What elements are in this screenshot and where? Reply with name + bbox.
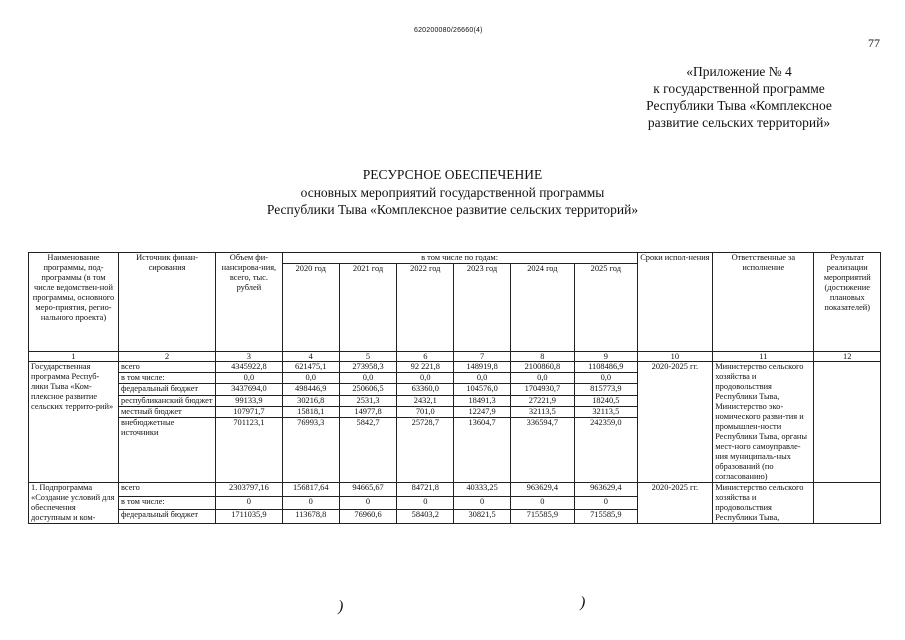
header-name: Наименование программы, под-программы (в том числе ведомствен-ной программы, основного меро-приятия, регио-нального проекта) <box>29 253 119 352</box>
value-cell: 0,0 <box>510 373 574 384</box>
column-number: 2 <box>119 352 216 362</box>
value-cell: 0 <box>397 496 454 510</box>
column-number: 8 <box>510 352 574 362</box>
column-number: 11 <box>713 352 814 362</box>
responsible-cell: Министерство сельского хозяйства и продовольствия Республики Тыва, <box>713 483 814 524</box>
value-cell: 32113,5 <box>575 406 637 417</box>
value-cell: 30821,5 <box>454 510 510 524</box>
appendix-heading <box>609 63 869 131</box>
value-cell: 30216,8 <box>282 395 339 406</box>
value-cell: 0 <box>216 496 282 510</box>
value-cell: 14977,8 <box>339 406 396 417</box>
value-cell: 4345922,8 <box>216 362 282 373</box>
table-row <box>29 483 881 497</box>
column-number: 10 <box>637 352 713 362</box>
value-cell: 18491,3 <box>454 395 510 406</box>
value-cell: 84721,8 <box>397 483 454 497</box>
value-cell: 815773,9 <box>575 384 637 395</box>
column-number: 9 <box>575 352 637 362</box>
value-cell: 15818,1 <box>282 406 339 417</box>
result-cell <box>814 362 881 483</box>
title-line-2: основных мероприятий государственной программы <box>300 184 605 200</box>
header-source: Источник финан-сирования <box>119 253 216 352</box>
header-years-group: в том числе по годам: <box>282 253 637 264</box>
column-number: 6 <box>397 352 454 362</box>
column-number: 12 <box>814 352 881 362</box>
value-cell: 0,0 <box>575 373 637 384</box>
source-cell: федеральный бюджет <box>119 510 216 524</box>
value-cell: 2432,1 <box>397 395 454 406</box>
value-cell: 273958,3 <box>339 362 396 373</box>
header-result: Результат реализации мероприятий (достижение плановых показателей) <box>814 253 881 352</box>
header-year: 2023 год <box>454 264 510 352</box>
value-cell: 94665,67 <box>339 483 396 497</box>
terms-cell: 2020-2025 гг. <box>637 483 713 524</box>
value-cell: 148919,8 <box>454 362 510 373</box>
program-name-cell: Государственная программа Респуб-лики Тыва «Ком-плексное развитие сельских террито-рий» <box>29 362 119 483</box>
value-cell: 621475,1 <box>282 362 339 373</box>
header-terms: Сроки испол-нения <box>637 253 713 352</box>
header-responsible: Ответственные за исполнение <box>713 253 814 352</box>
value-cell: 963629,4 <box>510 483 574 497</box>
column-number: 5 <box>339 352 396 362</box>
value-cell: 76960,6 <box>339 510 396 524</box>
table-row <box>29 362 881 373</box>
document-title <box>0 166 905 219</box>
value-cell: 76993,3 <box>282 418 339 483</box>
page-number: 77 <box>868 36 880 50</box>
header-year: 2021 год <box>339 264 396 352</box>
title-line-3: Республики Тыва «Комплексное развитие сельских территорий» <box>266 202 639 217</box>
value-cell: 63360,0 <box>397 384 454 395</box>
value-cell: 336594,7 <box>510 418 574 483</box>
source-cell: федеральный бюджет <box>119 384 216 395</box>
value-cell: 1108486,9 <box>575 362 637 373</box>
value-cell: 963629,4 <box>575 483 637 497</box>
column-number: 4 <box>282 352 339 362</box>
value-cell: 0 <box>454 496 510 510</box>
value-cell: 701123,1 <box>216 418 282 483</box>
value-cell: 242359,0 <box>575 418 637 483</box>
result-cell <box>814 483 881 524</box>
value-cell: 0,0 <box>339 373 396 384</box>
value-cell: 0 <box>510 496 574 510</box>
resource-table <box>28 252 881 524</box>
value-cell: 113678,8 <box>282 510 339 524</box>
source-cell: местный бюджет <box>119 406 216 417</box>
value-cell: 2100860,8 <box>510 362 574 373</box>
column-number: 3 <box>216 352 282 362</box>
source-cell: в том числе: <box>119 373 216 384</box>
header-year: 2024 год <box>510 264 574 352</box>
document-id: 620200080/26660(4) <box>414 27 483 34</box>
value-cell: 18240,5 <box>575 395 637 406</box>
value-cell: 104576,0 <box>454 384 510 395</box>
appendix-line: развитие сельских территорий» <box>647 115 831 130</box>
value-cell: 2303797,16 <box>216 483 282 497</box>
value-cell: 0,0 <box>282 373 339 384</box>
value-cell: 701,0 <box>397 406 454 417</box>
value-cell: 32113,5 <box>510 406 574 417</box>
title-line-1: РЕСУРСНОЕ ОБЕСПЕЧЕНИЕ <box>362 167 543 182</box>
value-cell: 1704930,7 <box>510 384 574 395</box>
appendix-line: к государственной программе <box>653 81 825 96</box>
value-cell: 58403,2 <box>397 510 454 524</box>
value-cell: 156817,64 <box>282 483 339 497</box>
value-cell: 715585,9 <box>575 510 637 524</box>
source-cell: республиканский бюджет <box>119 395 216 406</box>
value-cell: 12247,9 <box>454 406 510 417</box>
value-cell: 2531,3 <box>339 395 396 406</box>
source-cell: в том числе: <box>119 496 216 510</box>
appendix-line: Республики Тыва «Комплексное <box>646 98 832 113</box>
program-name-cell: 1. Подпрограмма «Создание условий для обеспечения доступным и ком- <box>29 483 119 524</box>
value-cell: 0 <box>575 496 637 510</box>
value-cell: 40333,25 <box>454 483 510 497</box>
value-cell: 250606,5 <box>339 384 396 395</box>
value-cell: 0,0 <box>454 373 510 384</box>
terms-cell: 2020-2025 гг. <box>637 362 713 483</box>
header-year: 2020 год <box>282 264 339 352</box>
value-cell: 25728,7 <box>397 418 454 483</box>
value-cell: 5842,7 <box>339 418 396 483</box>
scan-mark: ) <box>580 594 586 611</box>
column-number: 7 <box>454 352 510 362</box>
value-cell: 107971,7 <box>216 406 282 417</box>
value-cell: 715585,9 <box>510 510 574 524</box>
value-cell: 0 <box>282 496 339 510</box>
value-cell: 92 221,8 <box>397 362 454 373</box>
value-cell: 1711035,9 <box>216 510 282 524</box>
header-volume: Объем фи-нансирова-ния, всего, тыс. рублей <box>216 253 282 352</box>
responsible-cell: Министерство сельского хозяйства и продовольствия Республики Тыва, Министерство эко-номического разви-тия и промышлен-ности Республики Тыва, органы мест-ного самоуправле-ния муниципаль-ных образований (по согласованию) <box>713 362 814 483</box>
column-number: 1 <box>29 352 119 362</box>
scan-mark: ) <box>338 598 344 615</box>
header-year: 2025 год <box>575 264 637 352</box>
value-cell: 498446,9 <box>282 384 339 395</box>
header-year: 2022 год <box>397 264 454 352</box>
appendix-line: «Приложение № 4 <box>686 64 792 79</box>
column-number-row <box>29 352 881 362</box>
source-cell: всего <box>119 362 216 373</box>
value-cell: 99133,9 <box>216 395 282 406</box>
value-cell: 27221,9 <box>510 395 574 406</box>
source-cell: всего <box>119 483 216 497</box>
header-row <box>29 253 881 264</box>
value-cell: 0 <box>339 496 396 510</box>
value-cell: 0,0 <box>216 373 282 384</box>
source-cell: внебюджетные источники <box>119 418 216 483</box>
value-cell: 0,0 <box>397 373 454 384</box>
value-cell: 3437694,0 <box>216 384 282 395</box>
value-cell: 13604,7 <box>454 418 510 483</box>
